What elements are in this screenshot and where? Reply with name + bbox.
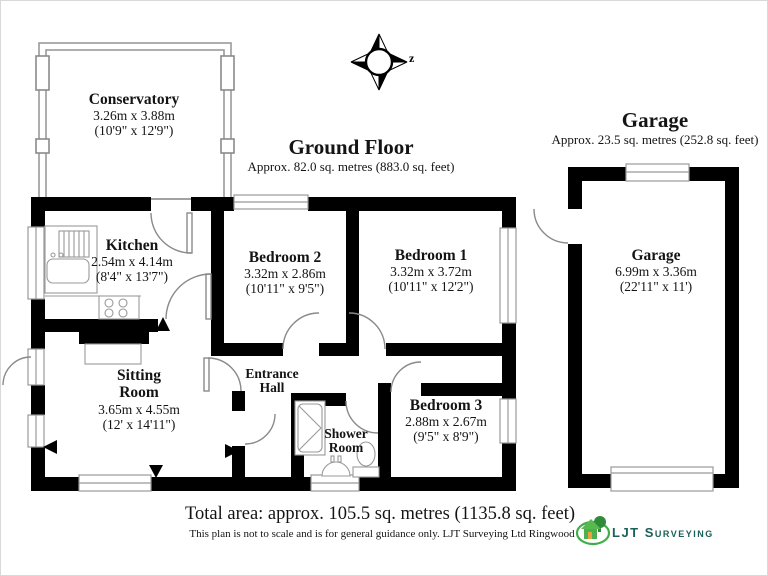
room-dims-imperial: (12' x 14'11") (102, 416, 176, 432)
hearth-icon (85, 344, 141, 364)
room-label-entrance-hall (222, 367, 322, 395)
room-dims-metric: 2.54m x 4.14m (91, 254, 173, 270)
room-name: Kitchen (105, 237, 159, 254)
room-name: Room (119, 384, 159, 402)
ground-floor-header (241, 136, 461, 175)
room-name: Bedroom 3 (409, 397, 483, 414)
room-dims-metric: 3.32m x 2.86m (244, 266, 326, 282)
disclaimer-text: This plan is not to scale and is for general guidance only. LJT Surveying Ltd Ringwood (189, 528, 575, 540)
room-dims-metric: 3.65m x 4.55m (98, 401, 180, 417)
room-label-garage (586, 247, 726, 295)
room-name: Hall (259, 380, 285, 396)
room-dims-metric: 2.88m x 2.67m (405, 414, 487, 430)
compass-north-label: z (409, 51, 415, 65)
room-dims-imperial: (10'9" x 12'9") (94, 123, 174, 139)
plan-title: Ground Floor (288, 135, 414, 159)
plan-area: Approx. 82.0 sq. metres (883.0 sq. feet) (247, 159, 455, 175)
room-label-bedroom3 (386, 397, 506, 445)
room-name: Garage (631, 247, 681, 264)
room-label-sitting-room (69, 367, 209, 432)
ljt-logo-text: LJT Surveying (612, 525, 714, 540)
room-name: Room (328, 440, 364, 456)
room-dims-imperial: (9'5" x 8'9") (413, 429, 479, 445)
basin-icon (322, 456, 350, 476)
total-area-text: Total area: approx. 105.5 sq. metres (1135.8 sq. feet) (185, 504, 575, 524)
room-dims-imperial: (8'4" x 13'7") (95, 269, 169, 285)
garage-walls (568, 167, 739, 488)
garage-area: Approx. 23.5 sq. metres (252.8 sq. feet) (551, 132, 759, 148)
room-label-kitchen (62, 237, 202, 285)
room-dims-metric: 6.99m x 3.36m (615, 264, 697, 280)
hob-icon (99, 296, 139, 319)
room-label-bedroom1 (356, 247, 506, 295)
room-name: Bedroom 1 (394, 247, 468, 264)
garage-header (541, 109, 768, 148)
room-name: Bedroom 2 (248, 249, 322, 266)
room-dims-metric: 3.32m x 3.72m (390, 264, 472, 280)
room-name: Sitting (117, 367, 161, 384)
compass-icon (351, 34, 407, 90)
garage-door (611, 467, 713, 491)
room-label-conservatory (54, 91, 214, 139)
room-dims-imperial: (22'11" x 11') (619, 279, 693, 295)
room-name: Entrance (245, 366, 299, 381)
room-name: Conservatory (88, 91, 180, 108)
room-dims-imperial: (10'11" x 12'2") (388, 279, 474, 295)
room-dims-metric: 3.26m x 3.88m (93, 108, 175, 124)
room-name: Shower (324, 426, 368, 441)
room-label-bedroom2 (215, 249, 355, 297)
room-label-shower-room (307, 427, 385, 455)
garage-title: Garage (621, 108, 689, 132)
room-dims-imperial: (10'11" x 9'5") (245, 281, 325, 297)
